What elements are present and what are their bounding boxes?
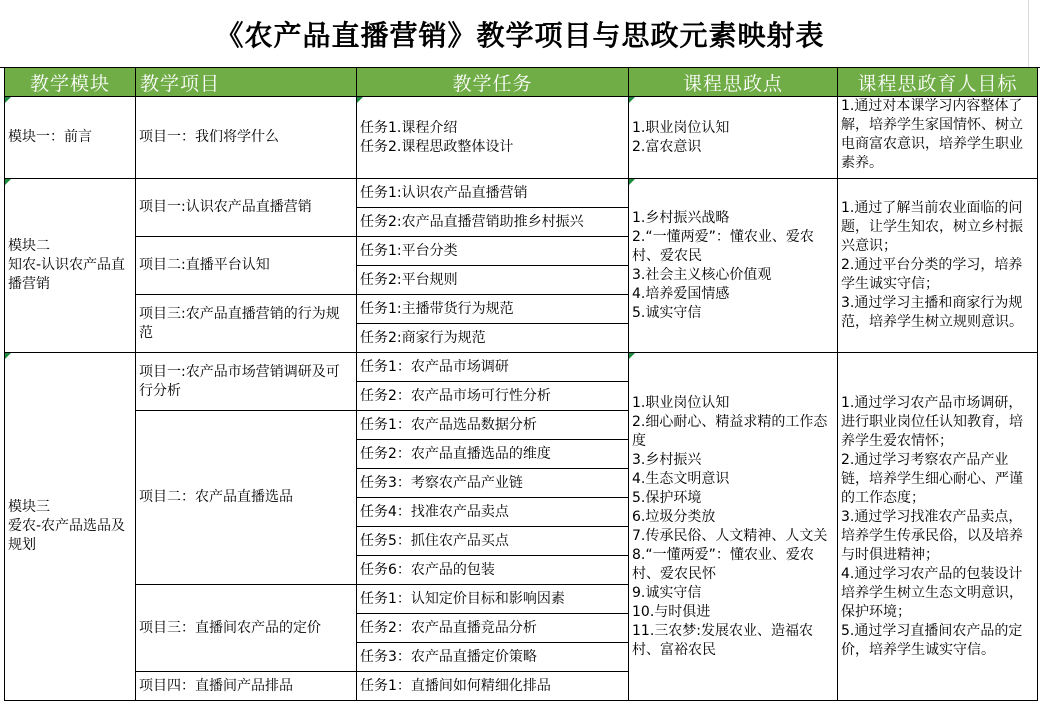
header-goal[interactable]: 课程思政育人目标 (838, 68, 1038, 97)
header-module[interactable]: 教学模块 (5, 68, 136, 97)
task-cell[interactable]: 任务3：农产品直播定价策略 (357, 643, 629, 672)
page-title: 《农产品直播营销》教学项目与思政元素映射表 (0, 0, 1040, 68)
header-project[interactable]: 教学项目 (136, 68, 357, 97)
project-cell[interactable]: 项目四：直播间产品排品 (136, 672, 357, 701)
task-cell[interactable]: 任务3：考察农产品产业链 (357, 469, 629, 498)
module-cell[interactable]: 模块三 爱农-农产品选品及规划 (5, 353, 136, 701)
project-cell[interactable]: 项目一:认识农产品直播营销 (136, 179, 357, 237)
project-cell[interactable]: 项目二：农产品直播选品 (136, 411, 357, 585)
task-cell[interactable]: 任务1:平台分类 (357, 237, 629, 266)
project-cell[interactable]: 项目一：我们将学什么 (136, 97, 357, 179)
header-point[interactable]: 课程思政点 (629, 68, 838, 97)
project-cell[interactable]: 项目三:农产品直播营销的行为规范 (136, 295, 357, 353)
goal-cell[interactable]: 1.通过学习农产品市场调研，进行职业岗位任认知教育，培养学生爱农情怀； 2.通过学习考察农产品产业链，培养学生细心耐心、严谨的工作态度； 3.通过学习找准农产品卖点，培养学生传承民俗，以及培养与时俱进精神； 4.通过学习农产品的包装设计培养学生树立生态文明意识，保护环境； 5.通过学习直播间农产品的定价，培养学生诚实守信。 (838, 353, 1038, 701)
gridline (1028, 0, 1029, 67)
task-cell[interactable]: 任务2：农产品直播选品的维度 (357, 440, 629, 469)
task-cell[interactable]: 任务1:认识农产品直播营销 (357, 179, 629, 208)
module-cell[interactable]: 模块一：前言 (5, 97, 136, 179)
header-task[interactable]: 教学任务 (357, 68, 629, 97)
task-cell[interactable]: 任务2:农产品直播营销助推乡村振兴 (357, 208, 629, 237)
table-row (5, 353, 1038, 382)
task-cell[interactable]: 任务1：农产品市场调研 (357, 353, 629, 382)
goal-cell[interactable]: 1.通过了解当前农业面临的问题，让学生知农，树立乡村振兴意识； 2.通过平台分类的学习，培养学生诚实守信； 3.通过学习主播和商家行为规范，培养学生树立规则意识。 (838, 179, 1038, 353)
point-cell[interactable]: 1.乡村振兴战略 2.“一懂两爱”：懂农业、爱农村、爱农民 3.社会主义核心价值观 4.培养爱国情感 5.诚实守信 (629, 179, 838, 353)
table-row (5, 97, 1038, 179)
task-cell[interactable]: 任务4：找准农产品卖点 (357, 498, 629, 527)
task-cell[interactable]: 任务2：农产品市场可行性分析 (357, 382, 629, 411)
task-cell[interactable]: 任务2:商家行为规范 (357, 324, 629, 353)
project-cell[interactable]: 项目一:农产品市场营销调研及可行分析 (136, 353, 357, 411)
task-cell[interactable]: 任务1：直播间如何精细化排品 (357, 672, 629, 701)
header-row (5, 68, 1038, 97)
point-cell[interactable]: 1.职业岗位认知 2.富农意识 (629, 97, 838, 179)
table-row (5, 179, 1038, 208)
task-cell[interactable]: 任务6：农产品的包装 (357, 556, 629, 585)
mapping-table (4, 67, 1038, 701)
project-cell[interactable]: 项目三：直播间农产品的定价 (136, 585, 357, 672)
task-cell[interactable]: 任务2：农产品直播竞品分析 (357, 614, 629, 643)
point-cell[interactable]: 1.职业岗位认知 2.细心耐心、精益求精的工作态度 3.乡村振兴 4.生态文明意识 5.保护环境 6.垃圾分类放 7.传承民俗、人文精神、人文关 8.“一懂两爱”：懂农业、爱农村、爱农民怀 9.诚实守信 10.与时俱进 11.三农梦:发展农业、造福农村、富裕农民 (629, 353, 838, 701)
task-cell[interactable]: 任务1.课程介绍 任务2.课程思政整体设计 (357, 97, 629, 179)
task-cell[interactable]: 任务1：认知定价目标和影响因素 (357, 585, 629, 614)
task-cell[interactable]: 任务2:平台规则 (357, 266, 629, 295)
task-cell[interactable]: 任务1：农产品选品数据分析 (357, 411, 629, 440)
module-cell[interactable]: 模块二 知农-认识农产品直播营销 (5, 179, 136, 353)
task-cell[interactable]: 任务5：抓住农产品买点 (357, 527, 629, 556)
project-cell[interactable]: 项目二:直播平台认知 (136, 237, 357, 295)
goal-cell[interactable]: 1.通过对本课学习内容整体了解，培养学生家国情怀、树立电商富农意识，培养学生职业素养。 (838, 97, 1038, 179)
task-cell[interactable]: 任务1:主播带货行为规范 (357, 295, 629, 324)
